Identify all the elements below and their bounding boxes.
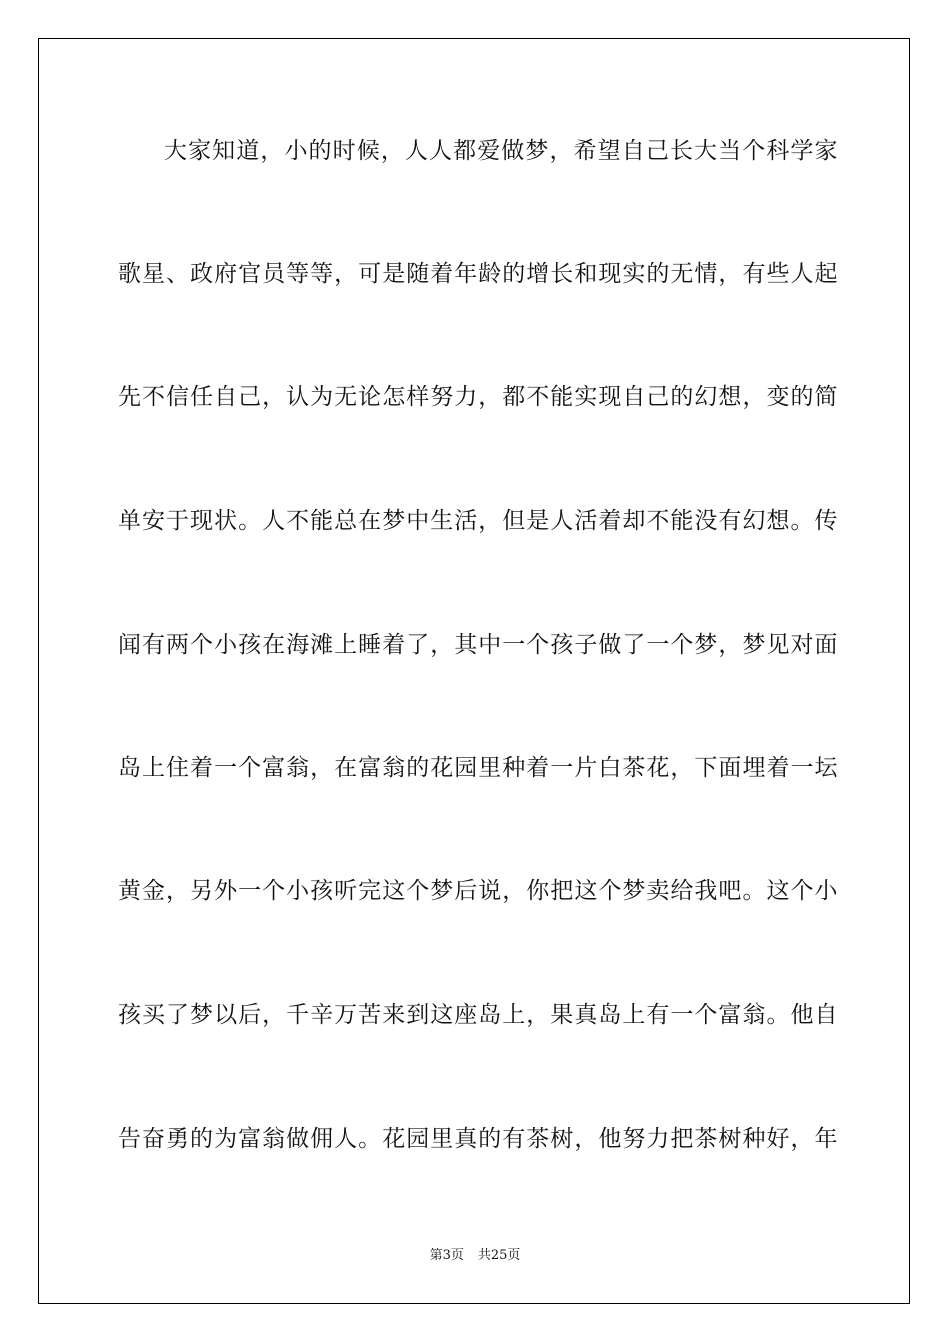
text-line: 黄金，另外一个小孩听完这个梦后说，你把这个梦卖给我吧。这个小 — [118, 878, 838, 904]
page-border — [38, 38, 910, 1304]
text-line: 歌星、政府官员等等，可是随着年龄的增长和现实的无情，有些人起 — [118, 261, 838, 287]
text-line: 岛上住着一个富翁，在富翁的花园里种着一片白茶花，下面埋着一坛 — [118, 755, 838, 781]
page-number: 第3页 — [429, 1248, 464, 1263]
text-line: 单安于现状。人不能总在梦中生活，但是人活着却不能没有幻想。传 — [118, 508, 838, 534]
page-footer — [0, 1246, 950, 1266]
text-line: 闻有两个小孩在海滩上睡着了，其中一个孩子做了一个梦，梦见对面 — [118, 632, 838, 658]
text-line: 大家知道，小的时候，人人都爱做梦，希望自己长大当个科学家 — [164, 138, 838, 164]
page-total: 共25页 — [477, 1248, 521, 1263]
text-line: 告奋勇的为富翁做佣人。花园里真的有茶树，他努力把茶树种好，年 — [118, 1126, 838, 1152]
text-line: 先不信任自己，认为无论怎样努力，都不能实现自己的幻想，变的简 — [118, 384, 838, 410]
text-line: 孩买了梦以后，千辛万苦来到这座岛上，果真岛上有一个富翁。他自 — [118, 1002, 838, 1028]
